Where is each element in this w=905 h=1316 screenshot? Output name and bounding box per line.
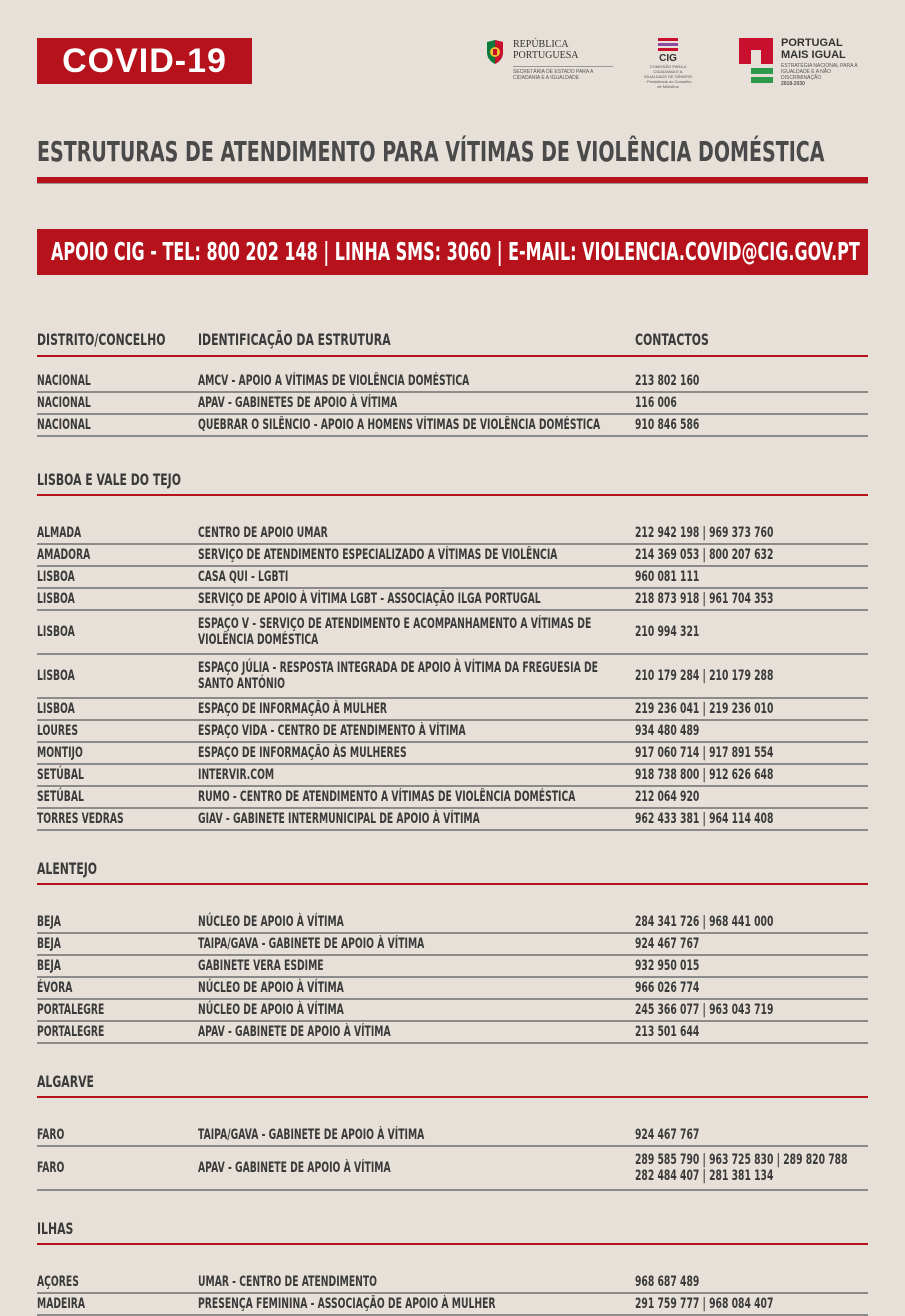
contacts-cell-text: 213 802 160 [635,373,700,389]
district-cell-text: LISBOA [37,591,75,607]
structure-cell [198,958,618,974]
district-cell [37,417,118,433]
district-cell [37,1127,78,1143]
structure-cell-text: GABINETE VERA ESDIME [198,958,324,974]
district-cell-text: PORTALEGRE [37,1002,105,1018]
structure-cell [198,547,618,563]
structure-cell [198,767,618,783]
structure-cell-text: ESPAÇO VIDA - CENTRO DE ATENDIMENTO À VÍTIMA [198,723,466,739]
structure-cell [198,373,618,389]
covid-badge: COVID-19 [37,38,252,84]
structure-cell-text: APAV - GABINETE DE APOIO À VÍTIMA [198,1024,391,1040]
contacts-cell-text: 284 341 726 | 968 441 000 [635,914,774,930]
contacts-cell [635,525,868,541]
district-cell-text: FARO [37,1160,65,1176]
district-cell [37,591,94,607]
table-row [37,567,868,589]
district-cell [37,668,94,684]
table-row [37,787,868,809]
structure-cell-text: NÚCLEO DE APOIO À VÍTIMA [198,914,344,930]
table-row [37,721,868,743]
logo-pmi-sub: ESTRATÉGIA NACIONAL PARA A IGUALDADE E A NÃO DISCRIMINAÇÃO [781,63,858,81]
district-cell-text: SETÚBAL [37,767,84,783]
column-header-structure: IDENTIFICAÇÃO DA ESTRUTURA [198,330,391,349]
table-row [37,1000,868,1022]
table-row [37,545,868,567]
portugal-mais-igual-icon [739,38,773,84]
contacts-cell-text: 932 950 015 [635,958,700,974]
table-row [37,415,868,437]
table-row [37,956,868,978]
contacts-cell-text: 962 433 381 | 964 114 408 [635,811,774,827]
structure-cell-text: INTERVIR.COM [198,767,275,783]
district-cell-text: MONTIJO [37,745,83,761]
table-row [37,611,868,655]
table-row [37,978,868,1000]
logo-rp-line2: PORTUGUESA [513,50,579,61]
cig-bars-icon [658,38,678,51]
district-cell [37,395,118,411]
district-cell [37,767,108,783]
district-cell-text: LISBOA [37,701,75,717]
logo-portugal-mais-igual [739,36,869,86]
structure-cell-text: SERVIÇO DE ATENDIMENTO ESPECIALIZADO A VÍTIMAS DE VIOLÊNCIA [198,547,558,563]
structure-cell [198,1127,618,1143]
section-title: LISBOA E VALE DO TEJO [37,470,181,489]
table-row [37,1294,868,1316]
partner-logos [485,36,869,89]
structure-cell [198,417,618,433]
contacts-table [37,325,868,1316]
contacts-cell [635,914,868,930]
district-cell-text: MADEIRA [37,1296,86,1312]
section-title: ALENTEJO [37,859,98,878]
section-title: ILHAS [37,1219,74,1238]
district-cell [37,373,118,389]
district-cell-text: NACIONAL [37,373,91,389]
table-row [37,371,868,393]
district-cell-text: BEJA [37,936,61,952]
contacts-cell [635,958,868,974]
contacts-cell-text: 245 366 077 | 963 043 719 [635,1002,774,1018]
district-cell-text: LISBOA [37,668,75,684]
contacts-cell-text: 924 467 767 [635,1127,700,1143]
contacts-cell [635,547,868,563]
contacts-cell-text: 968 687 489 [635,1274,700,1290]
table-row [37,1125,868,1147]
contacts-cell-text: 291 759 777 | 968 084 407 [635,1296,774,1312]
district-cell [37,1002,139,1018]
table-row [37,393,868,415]
district-cell-text: PORTALEGRE [37,1024,105,1040]
structure-cell [198,811,618,827]
logo-rp-line1: REPÚBLICA [513,39,569,50]
contacts-cell [635,723,868,739]
structure-cell-text: CASA QUI - LGBTI [198,569,289,585]
structure-cell-text: NÚCLEO DE APOIO À VÍTIMA [198,980,344,996]
structure-cell-text: CENTRO DE APOIO UMAR [198,525,328,541]
district-cell-text: BEJA [37,914,61,930]
contacts-cell-text: 212 064 920 [635,789,700,805]
structure-cell [198,1002,618,1018]
contact-banner-text: APOIO CIG - TEL: 800 202 148 | LINHA SMS: 3060 | E-MAIL: VIOLENCIA.COVID@CIG.GOV.PT [51,237,860,266]
contacts-cell [635,936,868,952]
structure-cell-text: VIOLÊNCIA DOMÉSTICA [198,632,319,648]
table-row [37,1272,868,1294]
contacts-cell-text: 212 942 198 | 969 373 760 [635,525,774,541]
district-cell-text: LISBOA [37,569,75,585]
structure-cell [198,591,618,607]
logo-pmi-years: 2018-2030 [781,81,805,87]
table-row [37,912,868,934]
table-row [37,934,868,956]
structure-cell [198,723,618,739]
district-cell-text: BEJA [37,958,61,974]
contacts-cell-text: 210 994 321 [635,624,700,640]
contacts-cell-text: 210 179 284 | 210 179 288 [635,668,774,684]
structure-cell [198,936,618,952]
table-row [37,655,868,699]
district-cell [37,1296,110,1312]
contacts-cell [635,668,868,684]
district-cell [37,701,94,717]
district-cell-text: AMADORA [37,547,91,563]
structure-cell [198,1274,618,1290]
contacts-cell [635,569,868,585]
section-header [37,853,868,885]
contacts-cell [635,395,868,411]
section-header [37,1213,868,1245]
contacts-cell-text: 213 501 644 [635,1024,700,1040]
contacts-cell [635,624,868,640]
table-row [37,589,868,611]
table-row [37,1022,868,1044]
structure-cell [198,789,618,805]
contacts-cell [635,591,868,607]
structure-cell-text: TAIPA/GAVA - GABINETE DE APOIO À VÍTIMA [198,1127,425,1143]
structure-cell [198,525,618,541]
structure-cell-text: SERVIÇO DE APOIO À VÍTIMA LGBT - ASSOCIAÇÃO ILGA PORTUGAL [198,591,541,607]
table-row [37,1147,868,1191]
structure-cell-text: APAV - GABINETE DE APOIO À VÍTIMA [198,1160,391,1176]
structure-cell-text: ESPAÇO DE INFORMAÇÃO À MULHER [198,701,388,717]
structure-cell [198,616,618,648]
district-cell [37,789,108,805]
table-row [37,743,868,765]
district-cell-text: LOURES [37,723,79,739]
district-cell [37,547,118,563]
structure-cell-text: SANTO ANTÓNIO [198,676,285,692]
district-cell-text: LISBOA [37,624,75,640]
structure-cell-text: AMCV - APOIO A VÍTIMAS DE VIOLÊNCIA DOMÉSTICA [198,373,470,389]
table-row [37,523,868,545]
district-cell [37,958,73,974]
contacts-cell-text: 218 873 918 | 961 704 353 [635,591,774,607]
table-row [37,809,868,831]
structure-cell [198,914,618,930]
structure-cell [198,745,618,761]
contacts-cell-text: 934 480 489 [635,723,700,739]
structure-cell [198,569,618,585]
district-cell [37,745,106,761]
contacts-cell [635,811,868,827]
structure-cell-text: NÚCLEO DE APOIO À VÍTIMA [198,1002,344,1018]
structure-cell-text: UMAR - CENTRO DE ATENDIMENTO [198,1274,378,1290]
district-cell [37,525,104,541]
contacts-cell [635,417,868,433]
district-cell [37,723,99,739]
republica-emblem-icon [485,40,505,64]
district-cell [37,1160,78,1176]
structure-cell [198,1160,618,1176]
contacts-cell-text: 910 846 586 [635,417,700,433]
contacts-cell-text: 214 369 053 | 800 207 632 [635,547,774,563]
district-cell [37,936,73,952]
structure-cell [198,660,618,692]
contacts-cell [635,1152,868,1184]
contacts-cell [635,767,868,783]
logo-cig-name: CIG [659,53,677,64]
district-cell [37,980,91,996]
contacts-cell-text: 289 585 790 | 963 725 830 | 289 820 788 [635,1152,848,1168]
district-cell-text: AÇORES [37,1274,79,1290]
contacts-cell [635,1024,868,1040]
contacts-cell [635,980,868,996]
column-header-district: DISTRITO/CONCELHO [37,330,166,349]
structure-cell [198,980,618,996]
contacts-cell-text: 219 236 041 | 219 236 010 [635,701,774,717]
structure-cell [198,701,618,717]
district-cell [37,811,168,827]
section-header [37,464,868,496]
contacts-cell [635,1127,868,1143]
contacts-cell [635,1296,868,1312]
column-header-contacts: CONTACTOS [635,330,709,349]
district-cell [37,914,73,930]
contacts-cell [635,1002,868,1018]
logo-cig [643,36,693,89]
section-title: ALGARVE [37,1072,94,1091]
table-header [37,325,868,357]
structure-cell [198,1296,618,1312]
logo-rp-sub: SECRETÁRIA DE ESTADO PARA A CIDADANIA E A IGUALDADE [513,66,613,81]
contacts-cell [635,373,868,389]
structure-cell-text: QUEBRAR O SILÊNCIO - APOIO A HOMENS VÍTIMAS DE VIOLÊNCIA DOMÉSTICA [198,417,601,433]
structure-cell [198,1024,618,1040]
contact-banner [37,229,868,275]
structure-cell-text: ESPAÇO V - SERVIÇO DE ATENDIMENTO E ACOMPANHAMENTO A VÍTIMAS DE [198,616,592,632]
title-divider-thin [37,183,868,184]
logo-republica-portuguesa [485,36,605,86]
contacts-cell [635,701,868,717]
district-cell-text: NACIONAL [37,395,91,411]
contacts-cell-text: 966 026 774 [635,980,700,996]
district-cell [37,1274,100,1290]
structure-cell-text: APAV - GABINETES DE APOIO À VÍTIMA [198,395,398,411]
table-row [37,765,868,787]
logo-pmi-line2: MAIS IGUAL [781,49,846,61]
contacts-cell-text: 924 467 767 [635,936,700,952]
logo-cig-sub: COMISSÃO PARA A CIDADANIA E A IGUALDADE DE GÉNERO · Presidência do Conselho de Ministros [643,64,693,89]
table-row [37,699,868,721]
structure-cell-text: ESPAÇO DE INFORMAÇÃO ÀS MULHERES [198,745,407,761]
structure-cell-text: ESPAÇO JÚLIA - RESPOSTA INTEGRADA DE APOIO À VÍTIMA DA FREGUESIA DE [198,660,598,676]
district-cell [37,624,94,640]
district-cell-text: TORRES VEDRAS [37,811,124,827]
contacts-cell [635,789,868,805]
page-title: ESTRUTURAS DE ATENDIMENTO PARA VÍTIMAS DE VIOLÊNCIA DOMÉSTICA [37,135,825,168]
district-cell-text: FARO [37,1127,65,1143]
contacts-cell [635,1274,868,1290]
district-cell-text: NACIONAL [37,417,91,433]
contacts-cell [635,745,868,761]
district-cell-text: SETÚBAL [37,789,84,805]
contacts-cell-text: 960 081 111 [635,569,700,585]
section-header [37,1066,868,1098]
structure-cell [198,395,618,411]
district-cell-text: ÉVORA [37,980,73,996]
structure-cell-text: TAIPA/GAVA - GABINETE DE APOIO À VÍTIMA [198,936,425,952]
contacts-cell-text: 918 738 800 | 912 626 648 [635,767,774,783]
contacts-cell-text: 282 484 407 | 281 381 134 [635,1168,774,1184]
contacts-cell-text: 116 006 [635,395,677,411]
structure-cell-text: RUMO - CENTRO DE ATENDIMENTO A VÍTIMAS DE VIOLÊNCIA DOMÉSTICA [198,789,576,805]
district-cell [37,1024,139,1040]
contacts-cell-text: 917 060 714 | 917 891 554 [635,745,774,761]
structure-cell-text: GIAV - GABINETE INTERMUNICIPAL DE APOIO À VÍTIMA [198,811,480,827]
district-cell-text: ALMADA [37,525,82,541]
district-cell [37,569,94,585]
logo-pmi-line1: PORTUGAL [781,37,843,49]
structure-cell-text: PRESENÇA FEMININA - ASSOCIAÇÃO DE APOIO À MULHER [198,1296,496,1312]
